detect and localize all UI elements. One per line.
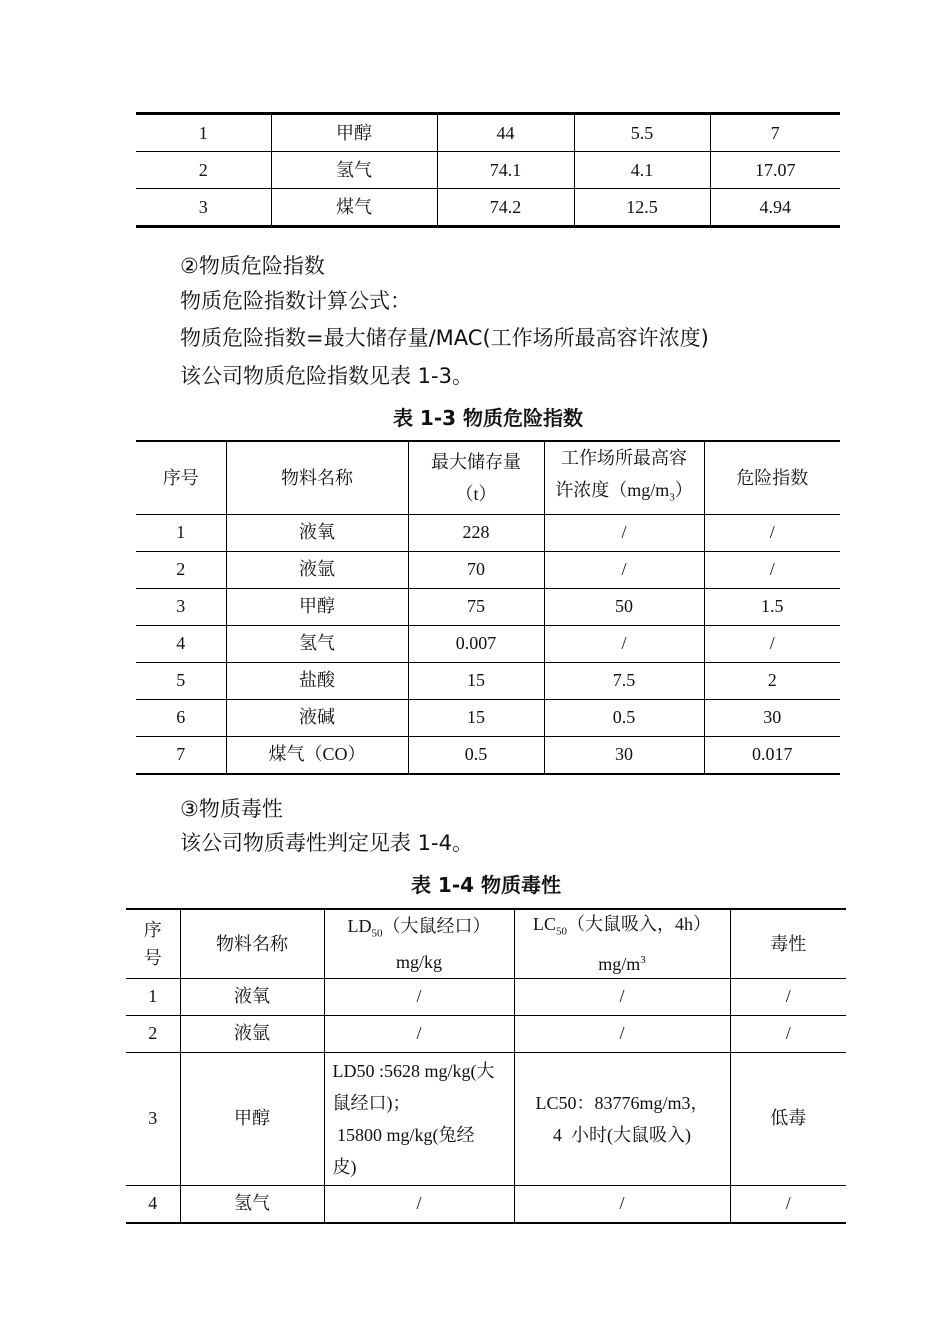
- header-lc50-unit-line: [515, 946, 730, 978]
- cell: 液氧: [226, 514, 408, 551]
- ld-line3: 15800 mg/kg(兔经: [332, 1124, 475, 1145]
- cell: 6: [136, 699, 226, 736]
- table-row: [126, 978, 846, 1015]
- cell: /: [514, 1015, 730, 1052]
- table-row: [136, 588, 840, 625]
- cell: 液氩: [226, 551, 408, 588]
- header-mac: [544, 441, 704, 514]
- table-row: [136, 625, 840, 662]
- cell: /: [730, 978, 846, 1015]
- cell: 甲醇: [271, 114, 437, 152]
- cell: 228: [408, 514, 544, 551]
- header-toxicity: 毒性: [730, 909, 846, 978]
- cell: 甲醇: [180, 1052, 324, 1185]
- paragraph-formula: 物质危险指数=最大储存量/MAC(工作场所最高容许浓度): [180, 326, 709, 350]
- header-ld50-line1: [325, 912, 514, 948]
- header-no-b: 号: [143, 947, 162, 968]
- cell: 2: [136, 152, 271, 189]
- table-row: [136, 514, 840, 551]
- table-row: [136, 551, 840, 588]
- cell: 0.5: [408, 736, 544, 774]
- cell: /: [324, 1185, 514, 1223]
- cell: 44: [437, 114, 574, 152]
- section-heading-toxicity: ③物质毒性: [180, 797, 283, 821]
- header-max-storage: [408, 441, 544, 514]
- paragraph-table-ref: 该公司物质危险指数见表 1-3。: [180, 364, 473, 388]
- cell: 0.5: [544, 699, 704, 736]
- cell: /: [514, 978, 730, 1015]
- cell: 4.94: [710, 189, 840, 227]
- table-row: [136, 699, 840, 736]
- cell: /: [704, 625, 840, 662]
- cell: 4.1: [574, 152, 710, 189]
- header-no-a: 序: [143, 919, 162, 940]
- header-lc50-unit: mg/m: [598, 953, 641, 974]
- cell: /: [544, 551, 704, 588]
- cell: 1: [136, 514, 226, 551]
- cell: 7: [710, 114, 840, 152]
- header-ld50-sub: 50: [371, 927, 383, 940]
- cell: 1.5: [704, 588, 840, 625]
- header-mac-line2: [545, 474, 704, 514]
- section-heading-hazard-index: ②物质危险指数: [180, 254, 325, 278]
- cell: 7.5: [544, 662, 704, 699]
- table-row: [136, 662, 840, 699]
- cell: 2: [126, 1015, 180, 1052]
- cell: 15: [408, 662, 544, 699]
- cell: /: [704, 514, 840, 551]
- cell-lc50-methanol: [514, 1052, 730, 1185]
- cell: 74.1: [437, 152, 574, 189]
- cell: 4: [148, 1193, 158, 1214]
- paragraph-formula-label: 物质危险指数计算公式：: [180, 289, 411, 313]
- cell: /: [544, 625, 704, 662]
- table-caption-1-4: 表 1-4 物质毒性: [410, 873, 562, 897]
- table-row: [136, 189, 840, 227]
- cell-ld50-methanol: [324, 1052, 514, 1185]
- cell: 4: [136, 625, 226, 662]
- cell: 0.007: [408, 625, 544, 662]
- ld-line4: 皮): [332, 1156, 357, 1177]
- header-lc50: [514, 909, 730, 978]
- table-row: [136, 152, 840, 189]
- cell: 50: [544, 588, 704, 625]
- cell: 15: [408, 699, 544, 736]
- table-row: [126, 1015, 846, 1052]
- paragraph-toxicity-ref: 该公司物质毒性判定见表 1-4。: [180, 831, 473, 855]
- cell: /: [704, 551, 840, 588]
- table-caption-1-3: 表 1-3 物质危险指数: [392, 406, 584, 430]
- header-ld50: [324, 909, 514, 978]
- cell: /: [730, 1185, 846, 1223]
- header-mac-sub: 3: [669, 491, 675, 504]
- cell: 12.5: [574, 189, 710, 227]
- table-row: [126, 1185, 846, 1223]
- table-row: [136, 114, 840, 152]
- cell: 30: [544, 736, 704, 774]
- cell: 70: [408, 551, 544, 588]
- header-mac-line2-end: ）: [674, 480, 693, 500]
- cell: 氢气: [180, 1185, 324, 1223]
- cell: /: [544, 514, 704, 551]
- header-ld50-post: （大鼠经口）: [382, 916, 491, 936]
- table-row: [136, 736, 840, 774]
- cell: 7: [176, 744, 186, 765]
- lc-line2: 4 小时(大鼠吸入): [553, 1124, 691, 1145]
- cell: 煤气（CO）: [226, 736, 408, 774]
- ld-line1: LD50 :5628 mg/kg(大: [332, 1060, 495, 1081]
- cell: 液氩: [180, 1015, 324, 1052]
- table-header-row: [126, 909, 846, 978]
- cell: 低毒: [730, 1052, 846, 1185]
- cell: 30: [704, 699, 840, 736]
- header-material: 物料名称: [226, 441, 408, 514]
- header-ld50-unit: mg/kg: [395, 951, 442, 972]
- header-lc50-line1: [515, 910, 730, 946]
- cell: 5.5: [574, 114, 710, 152]
- header-max-storage-line1: 最大储存量: [431, 451, 521, 472]
- cell: 74.2: [437, 189, 574, 227]
- header-material: 物料名称: [180, 909, 324, 978]
- cell: 0.017: [704, 736, 840, 774]
- cell: 1: [136, 114, 271, 152]
- cell: 1: [126, 978, 180, 1015]
- cell: 煤气: [271, 189, 437, 227]
- cell: 氢气: [271, 152, 437, 189]
- header-lc50-sup: 3: [640, 953, 646, 966]
- cell: 2: [704, 662, 840, 699]
- cell: 17.07: [710, 152, 840, 189]
- header-lc50-sub: 50: [556, 925, 567, 938]
- cell: /: [324, 1015, 514, 1052]
- cell: /: [730, 1015, 846, 1052]
- table-toxicity: [126, 908, 846, 1224]
- table-header-row: [136, 441, 840, 514]
- cell: 2: [136, 551, 226, 588]
- lc-line1: LC50：83776mg/m3，: [535, 1092, 709, 1113]
- cell: 液氧: [180, 978, 324, 1015]
- header-no: [126, 909, 180, 978]
- cell: 3: [126, 1052, 180, 1185]
- cell: 3: [198, 196, 208, 217]
- cell: 3: [136, 588, 226, 625]
- cell: 盐酸: [226, 662, 408, 699]
- cell: 5: [136, 662, 226, 699]
- ld-line2: 鼠经口)；: [332, 1092, 411, 1113]
- header-hazard-index: 危险指数: [704, 441, 840, 514]
- header-no: 序号: [136, 441, 226, 514]
- header-mac-line2-text: 许浓度（mg/m: [555, 480, 670, 500]
- table-hazard-index: [136, 440, 840, 775]
- header-lc50-post: （大鼠吸入，4h）: [567, 914, 711, 934]
- cell: /: [514, 1185, 730, 1223]
- cell: 液碱: [226, 699, 408, 736]
- table-continued: [136, 112, 840, 228]
- header-max-storage-line2: （t）: [455, 483, 497, 504]
- cell: /: [324, 978, 514, 1015]
- header-ld50-pre: LD: [347, 916, 372, 936]
- cell: 75: [408, 588, 544, 625]
- header-mac-line1: 工作场所最高容: [561, 448, 687, 468]
- table-row: [126, 1052, 846, 1185]
- cell: 甲醇: [226, 588, 408, 625]
- header-lc50-pre: LC: [532, 914, 556, 934]
- cell: 氢气: [226, 625, 408, 662]
